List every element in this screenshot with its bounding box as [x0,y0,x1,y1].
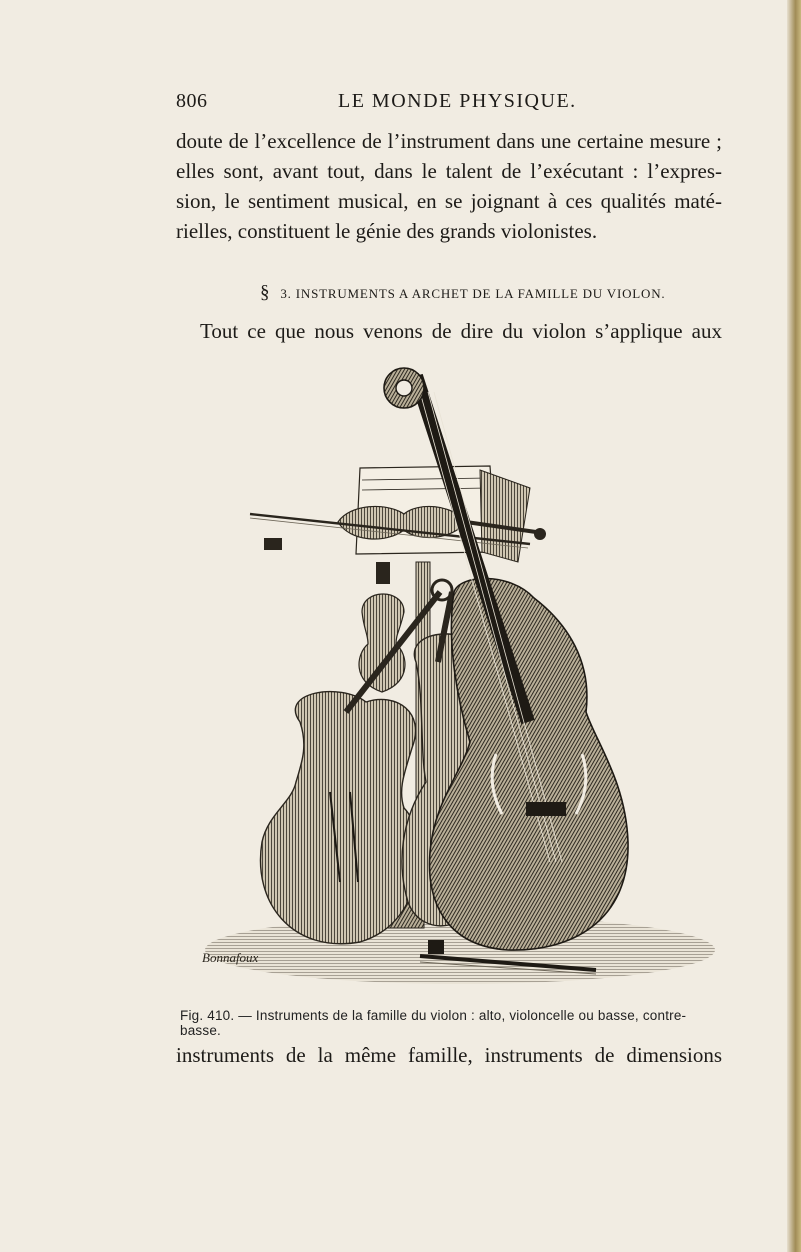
paragraph-3-line: instruments de la même famille, instruments de dimensions [176,1043,722,1067]
running-header [176,90,722,116]
paragraph-2-line: Tout ce que nous venons de dire du violon s’applique aux [200,319,722,343]
page-edge-shadow [787,0,801,1252]
paragraph-1-line: elles sont, avant tout, dans le talent de l’exécutant : l’expres- [176,159,722,183]
paragraph-1 [176,126,722,246]
instruments-engraving [190,362,730,1002]
engraver-signature: Bonnafoux [202,950,259,965]
figure-caption: Fig. 410. — Instruments de la famille du violon : alto, violoncelle ou basse, contre-basse. [180,1008,687,1038]
paragraph-1-line: doute de l’excellence de l’instrument dans une certaine mesure ; [176,129,722,153]
figure-illustration [190,362,730,1002]
paragraph-3 [176,1040,722,1070]
section-heading [260,282,665,304]
paragraph-1-line: sion, le sentiment musical, en se joignant à ces qualités maté- [176,189,722,213]
small-violin [359,562,405,692]
section-symbol: § [260,282,271,303]
paragraph-2 [200,316,722,346]
running-title: LE MONDE PHYSIQUE. [338,90,577,112]
section-number: 3. [280,286,292,301]
section-title: INSTRUMENTS A ARCHET DE LA FAMILLE DU VIOLON. [295,286,666,301]
paragraph-1-line: rielles, constituent le génie des grands violonistes. [176,219,598,243]
page-number: 806 [176,90,208,112]
